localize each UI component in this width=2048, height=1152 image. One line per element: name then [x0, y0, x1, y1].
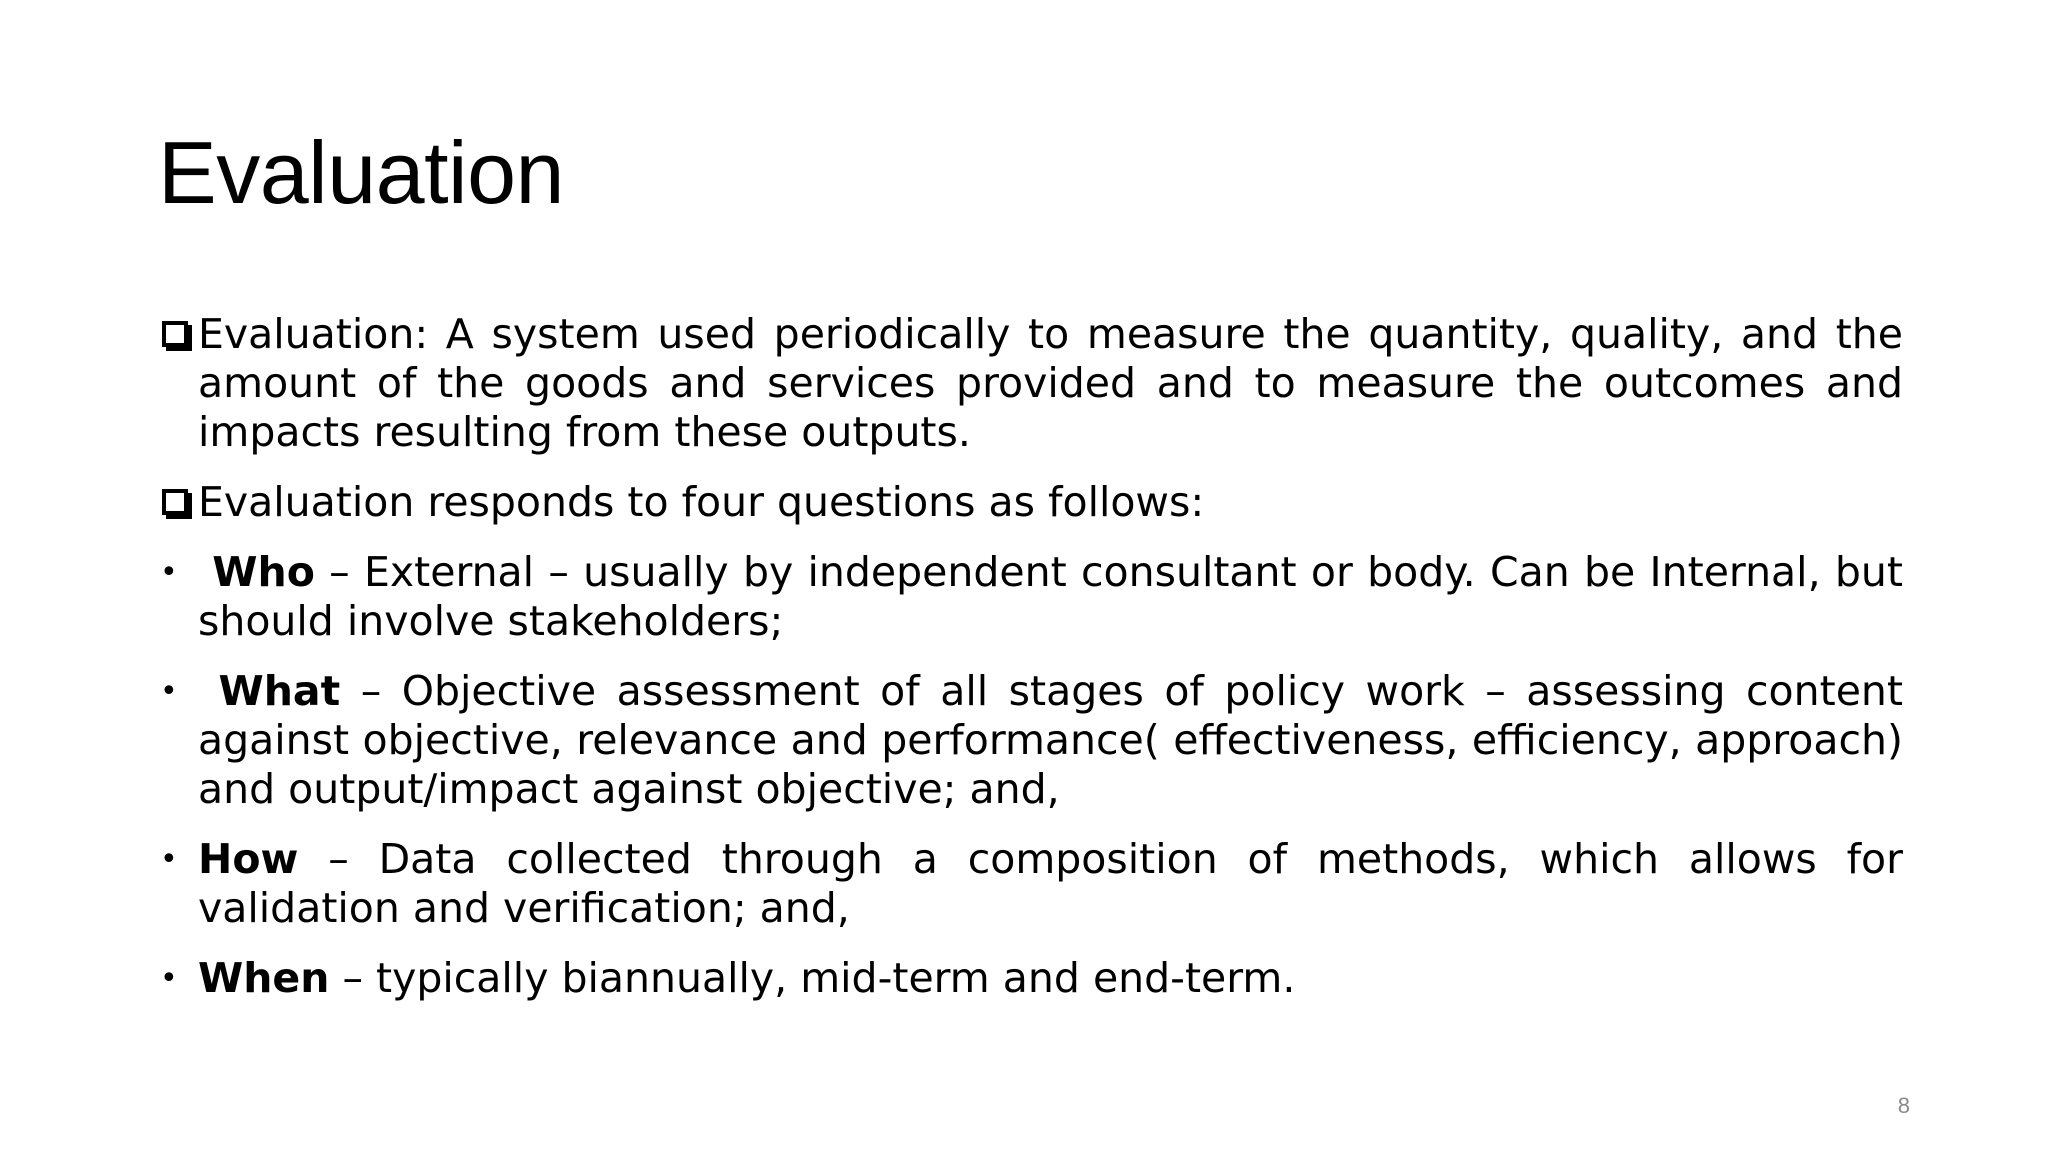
page-number: 8 — [1897, 1093, 1910, 1118]
list-item-keyword: How — [198, 835, 299, 883]
bullet-dot-icon: • — [160, 842, 178, 877]
list-item-text: Evaluation responds to four questions as follows: — [198, 478, 1205, 526]
list-item-text: – External – usually by independent consultant or body. Can be Internal, but should involve stakeholders; — [198, 548, 1903, 645]
list-item-text: – typically biannually, mid-term and end-term. — [329, 954, 1296, 1002]
list-item-keyword: When — [198, 954, 330, 1002]
slide-body — [158, 310, 1903, 1003]
list-item — [158, 667, 1903, 814]
list-item-text: – Objective assessment of all stages of policy work – assessing content against objective, relevance and performance( effectiveness, efficiency, approach) and output/impact against objective; and, — [198, 667, 1903, 813]
bullet-dot-icon: • — [160, 674, 178, 709]
list-item — [158, 548, 1903, 646]
list-item — [158, 954, 1903, 1003]
list-item — [158, 478, 1903, 527]
slide-title: Evaluation — [158, 123, 564, 222]
bullet-dot-icon: • — [160, 555, 178, 590]
list-item-keyword: Who — [212, 548, 315, 596]
list-item — [158, 310, 1903, 457]
list-item-text: Evaluation: A system used periodically to measure the quantity, quality, and the amount of the goods and services provided and to measure the outcomes and impacts resulting from these outputs. — [198, 310, 1903, 456]
list-item-keyword: What — [218, 667, 341, 715]
bullet-dot-icon: • — [160, 961, 178, 996]
list-item — [158, 835, 1903, 933]
list-item-text: – Data collected through a composition of methods, which allows for validation and verification; and, — [198, 835, 1903, 932]
